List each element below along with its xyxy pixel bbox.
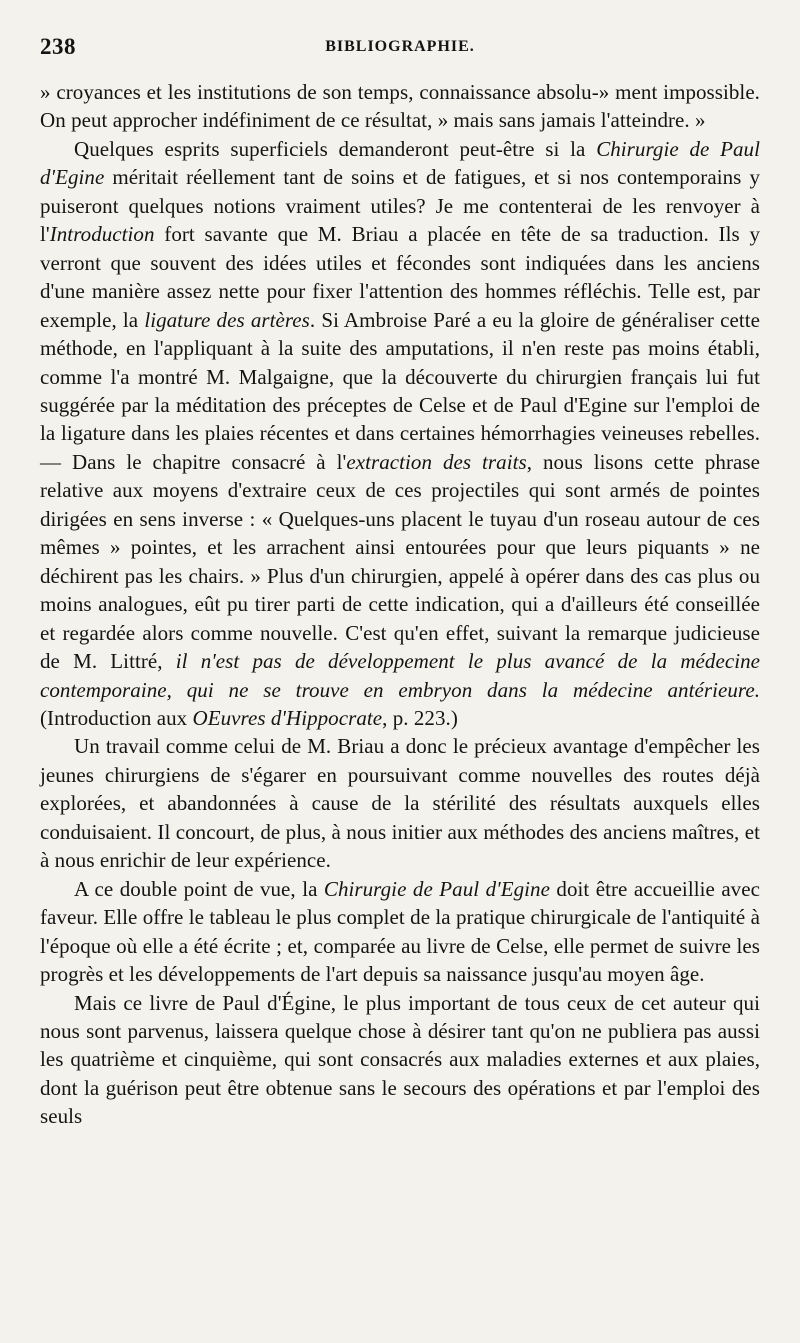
text-run: doit être accueillie avec faveur. Elle offre le tableau le plus complet de la pratique chirurgicale de l'antiquité à l'époque où elle a été écrite ; et, comparée au livre de Celse, elle permet de suivre les progrès et les développements de l'art depuis sa naissance jusqu'au moyen âge. xyxy=(40,876,760,987)
body-text xyxy=(40,78,760,1131)
text-run: (Introduction aux xyxy=(40,705,193,730)
italic-text: il n'est pas de développement le plus avancé de la médecine contemporaine, qui ne se trouve en embryon dans la médecine antérieure. xyxy=(40,649,761,702)
page-number: 238 xyxy=(40,34,76,59)
text-run: fort savante que M. Briau a placée en tête de sa traduction. Ils y verront que souvent des idées utiles et fécondes sont indiquées dans les anciens d'une manière assez nette pour fixer l'attention des hommes réfléchis. Telle est, par exemple, la xyxy=(40,222,760,332)
paragraph xyxy=(40,78,760,135)
text-run: Quelques esprits superficiels demanderont peut-être si la xyxy=(74,136,597,161)
text-run: Un travail comme celui de M. Briau a donc le précieux avantage d'empêcher les jeunes chirurgiens de s'égarer en poursuivant comme nouvelles des routes déjà explorées, et abandonnées à cause de la stérilité des résultats auxquels elles conduisaient. Il concourt, de plus, à nous initier aux méthodes des anciens maîtres, et à nous enrichir de leur expérience. xyxy=(40,734,760,873)
italic-text: Chirurgie de Paul d'Egine xyxy=(40,136,760,190)
italic-text: extraction des traits xyxy=(346,449,527,474)
text-run: Mais ce livre de Paul d'Égine, le plus important de tous ceux de cet auteur qui nous sont parvenus, laissera quelque chose à désirer tant qu'on ne publiera pas aussi les quatrième et cinquième, qui sont consacrés aux maladies externes et aux plaies, dont la guérison peut être obtenue sans le secours des opérations et par l'emploi des seuls xyxy=(40,990,760,1129)
paragraph xyxy=(40,732,760,874)
page-header xyxy=(40,34,760,64)
text-run: . Si Ambroise Paré a eu la gloire de généraliser cette méthode, en l'appliquant à la suite des amputations, il n'en reste pas moins établi, comme l'a montré M. Malgaigne, que la découverte du chirurgien français lui fut suggérée par la méditation des préceptes de Celse et de Paul d'Egine sur l'emploi de la ligature dans les plaies récentes et dans certaines hémorrhagies veineuses rebelles. — Dans le chapitre consacré à l' xyxy=(40,307,760,474)
paragraph xyxy=(40,135,760,733)
italic-text: ligature des artères xyxy=(144,307,310,332)
text-run: , nous lisons cette phrase relative aux moyens d'extraire ceux de ces projectiles qui sont armés de pointes dirigées en sens inverse : « Quelques-uns placent le tuyau d'un roseau autour de ces mêmes » pointes, et les arrachent ainsi entourées pour que leurs piquants » ne déchirent pas les chairs. » Plus d'un chirurgien, appelé à opérer dans des cas plus ou moins analogues, eût pu tirer parti de cette indication, qui a d'ailleurs été conseillée et regardée alors comme nouvelle. C'est qu'en effet, suivant la remarque judicieuse de M. Littré, xyxy=(40,449,760,674)
italic-text: OEuvres d'Hippocrate xyxy=(192,705,383,730)
text-run: » croyances et les institutions de son temps, connaissance absolu-» ment impossible. On peut approcher indéfiniment de ce résultat, » mais sans jamais l'atteindre. » xyxy=(40,80,760,133)
running-title: BIBLIOGRAPHIE. xyxy=(325,38,475,55)
text-run: , p. 223.) xyxy=(382,705,458,730)
paragraph xyxy=(40,989,760,1131)
italic-text: Chirurgie de Paul d'Egine xyxy=(323,876,550,901)
text-run: A ce double point de vue, la xyxy=(74,876,324,901)
italic-text: Introduction xyxy=(49,222,155,247)
paragraph xyxy=(40,875,760,989)
text-run: méritait réellement tant de soins et de fatigues, et si nos contemporains y puiseront quelques notions vraiment utiles? Je me contenterai de les renvoyer à l' xyxy=(40,165,760,247)
